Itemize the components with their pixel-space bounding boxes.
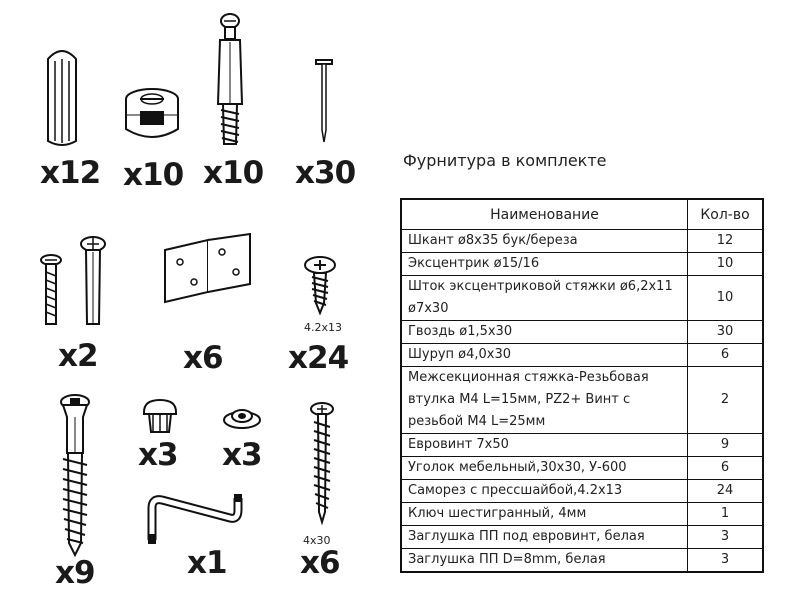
table-row — [401, 253, 763, 276]
row-name: Эксцентрик ø15/16 — [401, 253, 688, 276]
row-name: Гвоздь ø1,5x30 — [401, 321, 688, 344]
row-qty: 1 — [688, 503, 764, 526]
row-qty: 12 — [688, 230, 764, 253]
table-row — [401, 457, 763, 480]
table-row — [401, 434, 763, 457]
connector-screw-icon — [35, 232, 115, 332]
washer-screw-icon — [300, 255, 340, 315]
row-name: Шкант ø8x35 бук/береза — [401, 230, 688, 253]
euro-screw-icon — [55, 393, 95, 558]
cap-8mm-icon — [222, 400, 262, 435]
part-qty: x10 — [203, 155, 264, 191]
part-size-label: 4.2x13 — [304, 321, 343, 334]
row-qty: 10 — [688, 276, 764, 321]
row-name: Саморез с прессшайбой,4.2x13 — [401, 480, 688, 503]
dowel-icon — [40, 45, 85, 150]
part-qty: x1 — [187, 545, 227, 581]
part-qty: x12 — [40, 155, 101, 191]
row-name: Евровинт 7x50 — [401, 434, 688, 457]
row-name: Ключ шестигранный, 4мм — [401, 503, 688, 526]
row-qty: 3 — [688, 526, 764, 549]
hex-key-icon — [140, 490, 250, 550]
row-name: Уголок мебельный,30x30, У-600 — [401, 457, 688, 480]
table-row — [401, 321, 763, 344]
part-qty: x10 — [123, 157, 184, 193]
row-name: Заглушка ПП под евровинт, белая — [401, 526, 688, 549]
wood-screw-icon — [305, 402, 340, 527]
row-qty: 10 — [688, 253, 764, 276]
row-qty: 6 — [688, 344, 764, 367]
part-qty: x30 — [295, 155, 356, 191]
part-qty: x2 — [58, 338, 98, 374]
row-qty: 6 — [688, 457, 764, 480]
corner-bracket-icon — [160, 232, 260, 307]
part-qty: x9 — [55, 555, 95, 591]
part-qty: x3 — [138, 437, 178, 473]
row-name: Заглушка ПП D=8mm, белая — [401, 549, 688, 573]
table-header-row — [401, 199, 763, 230]
table-row — [401, 367, 763, 434]
row-name: Межсекционная стяжка-Резьбовая втулка M4 L=15мм, PZ2+ Винт с резьбой M4 L=25мм — [401, 367, 688, 434]
cam-lock-icon — [120, 85, 185, 145]
part-qty: x6 — [183, 340, 223, 376]
table-title: Фурнитура в комплекте — [403, 151, 607, 170]
row-qty: 30 — [688, 321, 764, 344]
row-name: Шуруп ø4,0x30 — [401, 344, 688, 367]
part-qty: x3 — [222, 437, 262, 473]
header-name: Наименование — [401, 199, 688, 230]
table-row — [401, 503, 763, 526]
part-qty: x24 — [288, 340, 349, 376]
table-row — [401, 344, 763, 367]
table-row — [401, 549, 763, 573]
table-row — [401, 526, 763, 549]
row-qty: 24 — [688, 480, 764, 503]
table-row — [401, 276, 763, 321]
header-qty: Кол-во — [688, 199, 764, 230]
row-qty: 9 — [688, 434, 764, 457]
part-size-label: 4x30 — [303, 534, 331, 547]
table-row — [401, 230, 763, 253]
euro-screw-cap-icon — [140, 398, 180, 438]
row-qty: 3 — [688, 549, 764, 573]
cam-bolt-icon — [210, 12, 250, 152]
nail-icon — [310, 58, 340, 148]
row-qty: 2 — [688, 367, 764, 434]
hardware-table — [400, 198, 764, 573]
table-row — [401, 480, 763, 503]
part-qty: x6 — [300, 545, 340, 581]
row-name: Шток эксцентриковой стяжки ø6,2x11 ø7x30 — [401, 276, 688, 321]
